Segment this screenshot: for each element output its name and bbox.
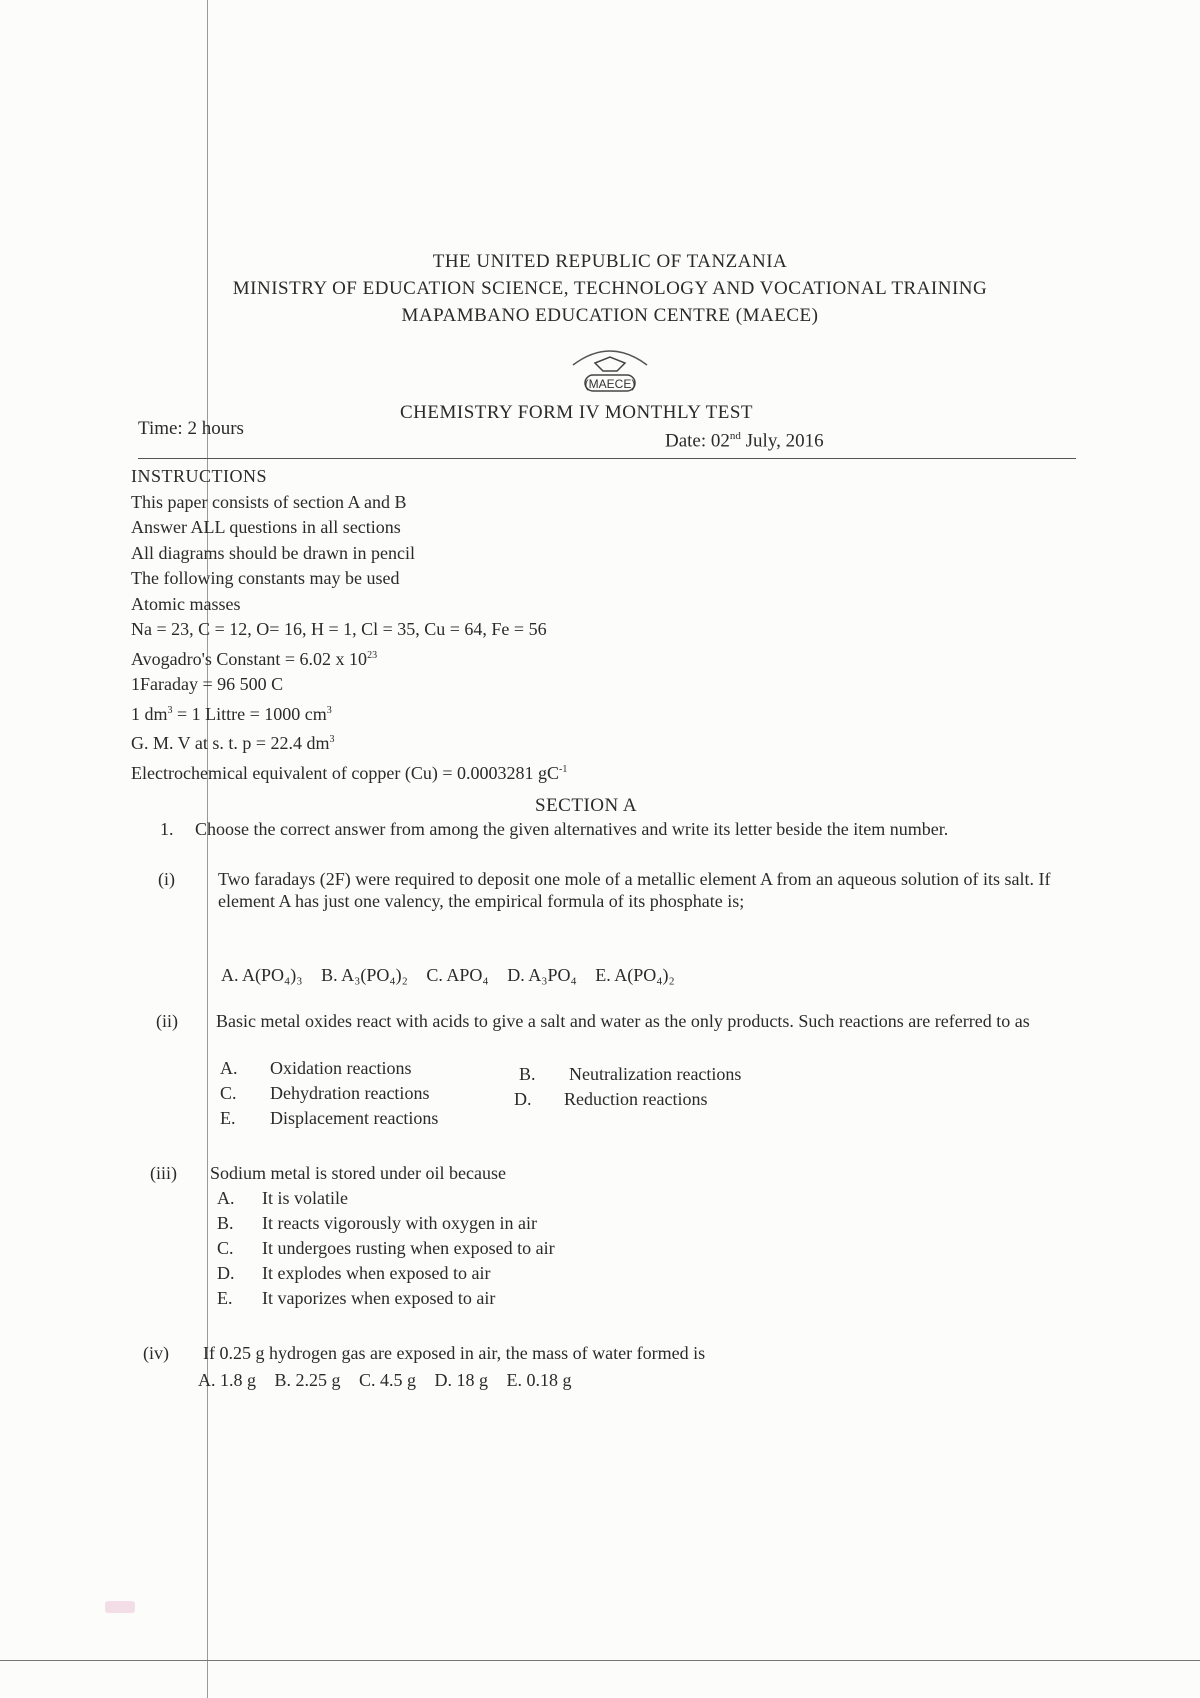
date-prefix: Date: 02: [665, 430, 730, 452]
atomic-masses-line: Na = 23, C = 12, O= 16, H = 1, Cl = 35, Cu = 64, Fe = 56: [131, 619, 547, 639]
instruction-line: This paper consists of section A and B: [131, 491, 407, 512]
option-a: A. Oxidation reactions: [220, 1058, 412, 1078]
question-text: Choose the correct answer from among the given alternatives and write its letter beside the item number.: [195, 819, 949, 839]
item-number: (i): [158, 869, 175, 889]
instruction-line: Answer ALL questions in all sections: [131, 517, 401, 537]
item-number: (ii): [156, 1011, 178, 1031]
item-stem: Basic metal oxides react with acids to give a salt and water as the only products. Such reactions are referred to as: [216, 1011, 1030, 1031]
header-divider: [138, 458, 1076, 459]
option-e: E. It vaporizes when exposed to air: [217, 1288, 496, 1308]
option-e: E. A(PO₄)₂: [595, 965, 675, 985]
volume-line: 1 $dm^3 = 1$ Littre = 1000 $cm^3$: [131, 703, 332, 724]
item-stem: If 0.25 g hydrogen gas are exposed in air, the mass of water formed is: [203, 1343, 706, 1363]
instruction-line: All diagrams should be drawn in pencil: [131, 542, 415, 563]
item-stem: Two faradays (2F) were required to deposit one mole of a metallic element A from an aqueous solution of its salt. If element A has just one valency, the empirical formula of its phosphate is;: [218, 869, 1051, 911]
option-d: D. It explodes when exposed to air: [217, 1263, 491, 1283]
test-title: CHEMISTRY FORM IV MONTHLY TEST: [400, 402, 754, 423]
option-b: B. 2.25 g: [274, 1370, 341, 1390]
item-iv-options: [198, 1370, 586, 1391]
option-c: C. It undergoes rusting when exposed to air: [217, 1238, 555, 1258]
option-c: C. 4.5 g: [359, 1370, 417, 1390]
item-i-options: [221, 965, 689, 986]
option-e: E. 0.18 g: [506, 1370, 572, 1390]
instruction-line: The following constants may be used: [131, 568, 400, 588]
option-a: A. It is volatile: [217, 1188, 348, 1208]
ministry-name: MINISTRY OF EDUCATION SCIENCE, TECHNOLOGY AND VOCATIONAL TRAINING: [232, 278, 988, 299]
option-d: D. Reduction reactions: [514, 1089, 708, 1109]
item-number: (iv): [143, 1343, 169, 1363]
item-stem: Sodium metal is stored under oil because: [210, 1163, 506, 1183]
avogadro-line: Avogadro's Constant = 6.02 x $10^{23}$: [131, 648, 378, 669]
option-e: E. Displacement reactions: [220, 1108, 439, 1128]
option-a: A. A(PO₄)₃: [221, 965, 303, 985]
scan-smudge: [105, 1601, 135, 1613]
date-suffix-sup: nd: [729, 430, 741, 442]
instruction-line: Atomic masses: [131, 593, 241, 614]
school-name: MAPAMBANO EDUCATION CENTRE (MAECE): [401, 305, 819, 326]
item-number: (iii): [150, 1163, 177, 1183]
question-1: [160, 818, 1065, 840]
question-number: 1.: [160, 819, 174, 839]
option-b: B. A₃(PO₄)₂: [321, 965, 408, 985]
option-d: D. A₃PO₄: [507, 965, 577, 985]
test-date: [665, 430, 824, 452]
logo-text: (MAECE): [584, 377, 636, 391]
section-a-title: SECTION A: [535, 795, 638, 816]
country-name: THE UNITED REPUBLIC OF TANZANIA: [432, 251, 788, 272]
school-logo-icon: [555, 335, 665, 395]
letterhead: [150, 248, 1070, 395]
faraday-line: 1Faraday = 96 500 C: [131, 674, 284, 694]
instructions-heading: INSTRUCTIONS: [131, 466, 268, 486]
ece-line: Electrochemical equivalent of copper (Cu) = 0.0003281 $gC^{-1}$: [131, 762, 568, 783]
option-a: A. 1.8 g: [198, 1370, 256, 1390]
option-b: B. Neutralization reactions: [519, 1064, 742, 1084]
scan-edge-line: [0, 1660, 1200, 1661]
gmv-line: G. M. V at s. t. p = 22.4 $dm^3$: [131, 733, 335, 753]
option-c: C. APO₄: [426, 965, 489, 985]
instructions: [131, 464, 567, 786]
option-c: C. Dehydration reactions: [220, 1083, 430, 1103]
option-d: D. 18 g: [434, 1370, 489, 1390]
time-allowed: Time: 2 hours: [138, 418, 244, 439]
option-b: B. It reacts vigorously with oxygen in air: [217, 1213, 537, 1233]
date-rest: July, 2016: [740, 430, 824, 452]
